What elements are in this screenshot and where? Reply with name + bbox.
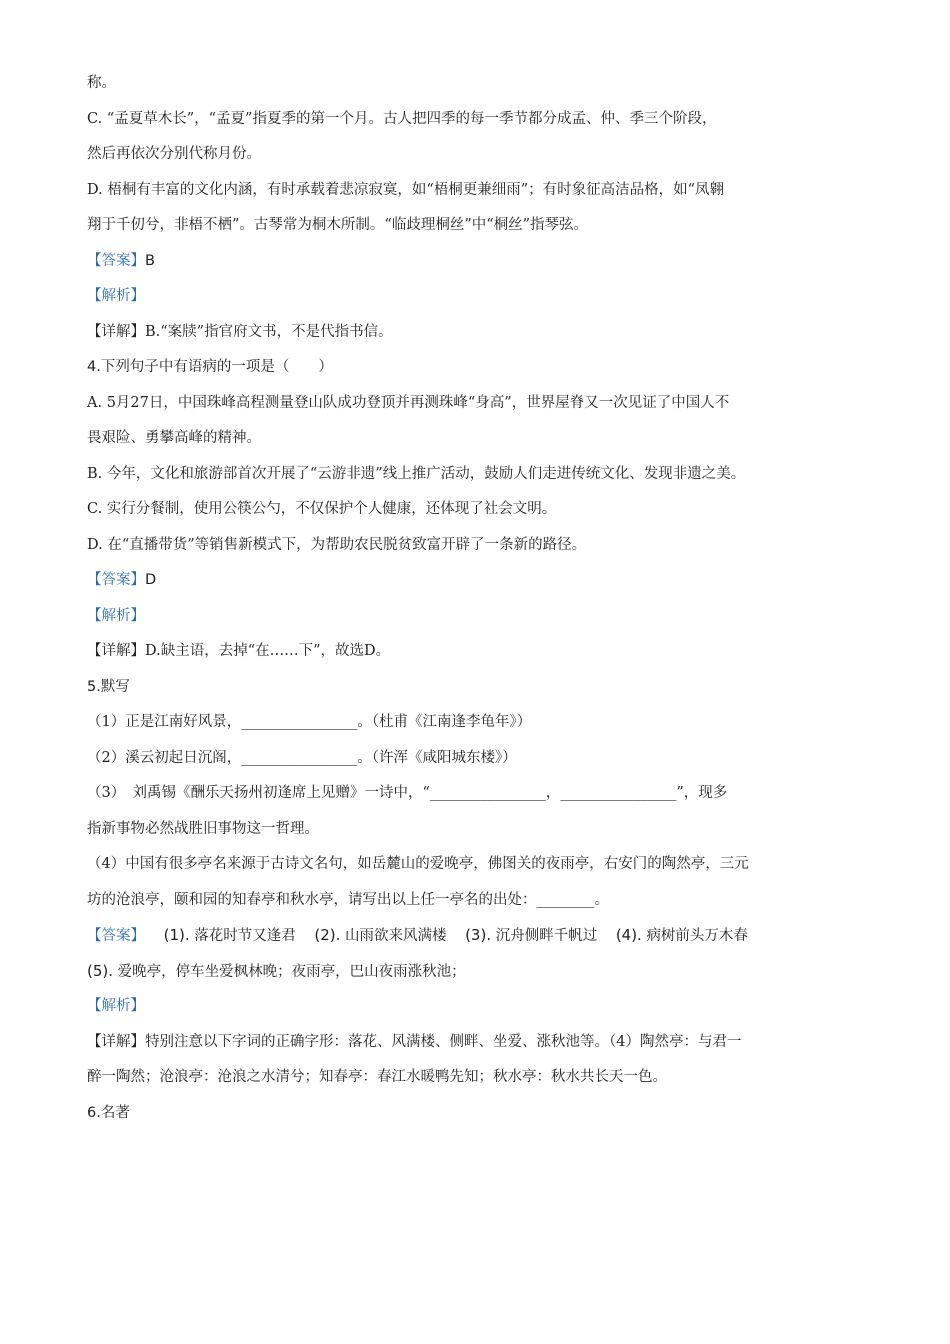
q5-item-2: （2）溪云初起日沉阁，________________。（许浑《咸阳城东楼》） [87,749,517,766]
text-line: 称。 [87,75,116,91]
option-c-line-cont: 然后再依次分别代称月份。 [87,146,261,162]
q4-option-a: A. 5月27日，中国珠峰高程测量登山队成功登顶并再测珠峰“身高”，世界屋脊又一次见证了中国人不 [87,394,730,411]
answer-item: 落花时节又逢君 [194,928,296,944]
q5-detail-cont: 醉一陶然；沧浪亭：沧浪之水清兮；知春亭：春江水暖鸭先知；秋水亭：秋水共长天一色。 [87,1069,667,1085]
answer-item: 沉舟侧畔千帆过 [495,928,598,944]
q5-detail [87,1025,867,1061]
q4-option-b: B. 今年，文化和旅游部首次开展了“云游非遗”线上推广活动，鼓励人们走进传统文化、发现非遗之美。 [87,465,746,482]
question-number: 4. [87,359,101,375]
q3-detail [87,315,867,351]
answer-tag: 【答案】 [87,928,145,944]
answer-item-number: (3). [465,926,492,944]
detail-text: D.缺主语，去掉“在……下”，故选D。 [145,643,391,659]
q4-detail [87,634,867,670]
q5-item-3: （3） 刘禹锡《酬乐天扬州初逢席上见赠》一诗中，“________________，________________”，现多 [87,785,728,801]
q5-analysis [87,989,867,1025]
option-c-line: C. “孟夏草木长”，“孟夏”指夏季的第一个月。古人把四季的每一季节都分成孟、仲、季三个阶段， [87,110,717,127]
question-text: 默写 [100,678,130,695]
q5-answer-cont [87,954,867,990]
answer-item-number: (4). [615,926,642,944]
answer-value: D [145,572,157,588]
q3-answer [87,244,867,280]
q5-item-4-cont: 坊的沧浪亭，颐和园的知春亭和秋水亭，请写出以上任一亭名的出处：________。 [87,891,609,908]
q5-item-4: （4）中国有很多亭名来源于古诗文名句，如岳麓山的爱晚亭，佛图关的夜雨亭，右安门的陶然亭，三元 [87,856,749,872]
question-number: 5. [87,678,101,695]
answer-item: 爱晚亭，停车坐爱枫林晚；夜雨亭，巴山夜雨涨秋池； [117,963,466,980]
detail-tag: 【详解】 [87,323,145,340]
q4-option-c: C. 实行分餐制，使用公筷公勺，不仅保护个人健康，还体现了社会文明。 [87,501,557,517]
question-number: 6. [87,1104,101,1121]
option-d-line-cont: 翔于千仞兮，非梧不栖”。古琴常为桐木所制。“临歧理桐丝”中“桐丝”指琴弦。 [87,217,589,233]
q5-item-1: （1）正是江南好风景，________________。（杜甫《江南逢李龟年》） [87,714,532,730]
analysis-tag: 【解析】 [87,998,145,1014]
q5-item-3-cont: 指新事物必然战胜旧事物这一哲理。 [87,820,319,837]
answer-item-number: (5). [87,961,114,980]
q3-analysis [87,279,867,315]
q4-stem [87,350,867,386]
q4-option-d: D. 在“直播带货”等销售新模式下，为帮助农民脱贫致富开辟了一条新的路径。 [87,536,587,553]
detail-text: B.“案牍”指官府文书，不是代指书信。 [145,323,393,340]
answer-item: 山雨欲来风满楼 [344,928,447,944]
option-d-line: D. 梧桐有丰富的文化内涵，有时承载着悲凉寂寞，如“梧桐更兼细雨”；有时象征高洁品格，如“凤翱 [87,181,725,198]
answer-value: B [145,252,155,269]
question-text: 下列句子中有语病的一项是（ ） [100,359,333,375]
q4-analysis [87,599,867,635]
analysis-tag: 【解析】 [87,288,145,304]
answer-tag: 【答案】 [87,572,145,588]
answer-item-number: (1). [163,926,190,944]
detail-tag: 【详解】 [87,1033,145,1050]
question-text: 名著 [100,1104,130,1121]
q5-answer [87,918,867,954]
detail-tag: 【详解】 [87,643,145,659]
answer-item-number: (2). [314,926,341,944]
q5-stem [87,670,867,706]
answer-item: 病树前头万木春 [646,928,748,944]
answer-tag: 【答案】 [87,252,145,269]
q6-stem [87,1096,867,1132]
document-page [87,66,867,1131]
analysis-tag: 【解析】 [87,607,145,624]
q4-option-a-cont: 畏艰险、勇攀高峰的精神。 [87,430,261,446]
q4-answer [87,563,867,599]
detail-text: 特别注意以下字词的正确字形：落花、风满楼、侧畔、坐爱、涨秋池等。（4）陶然亭：与君一 [145,1033,742,1050]
